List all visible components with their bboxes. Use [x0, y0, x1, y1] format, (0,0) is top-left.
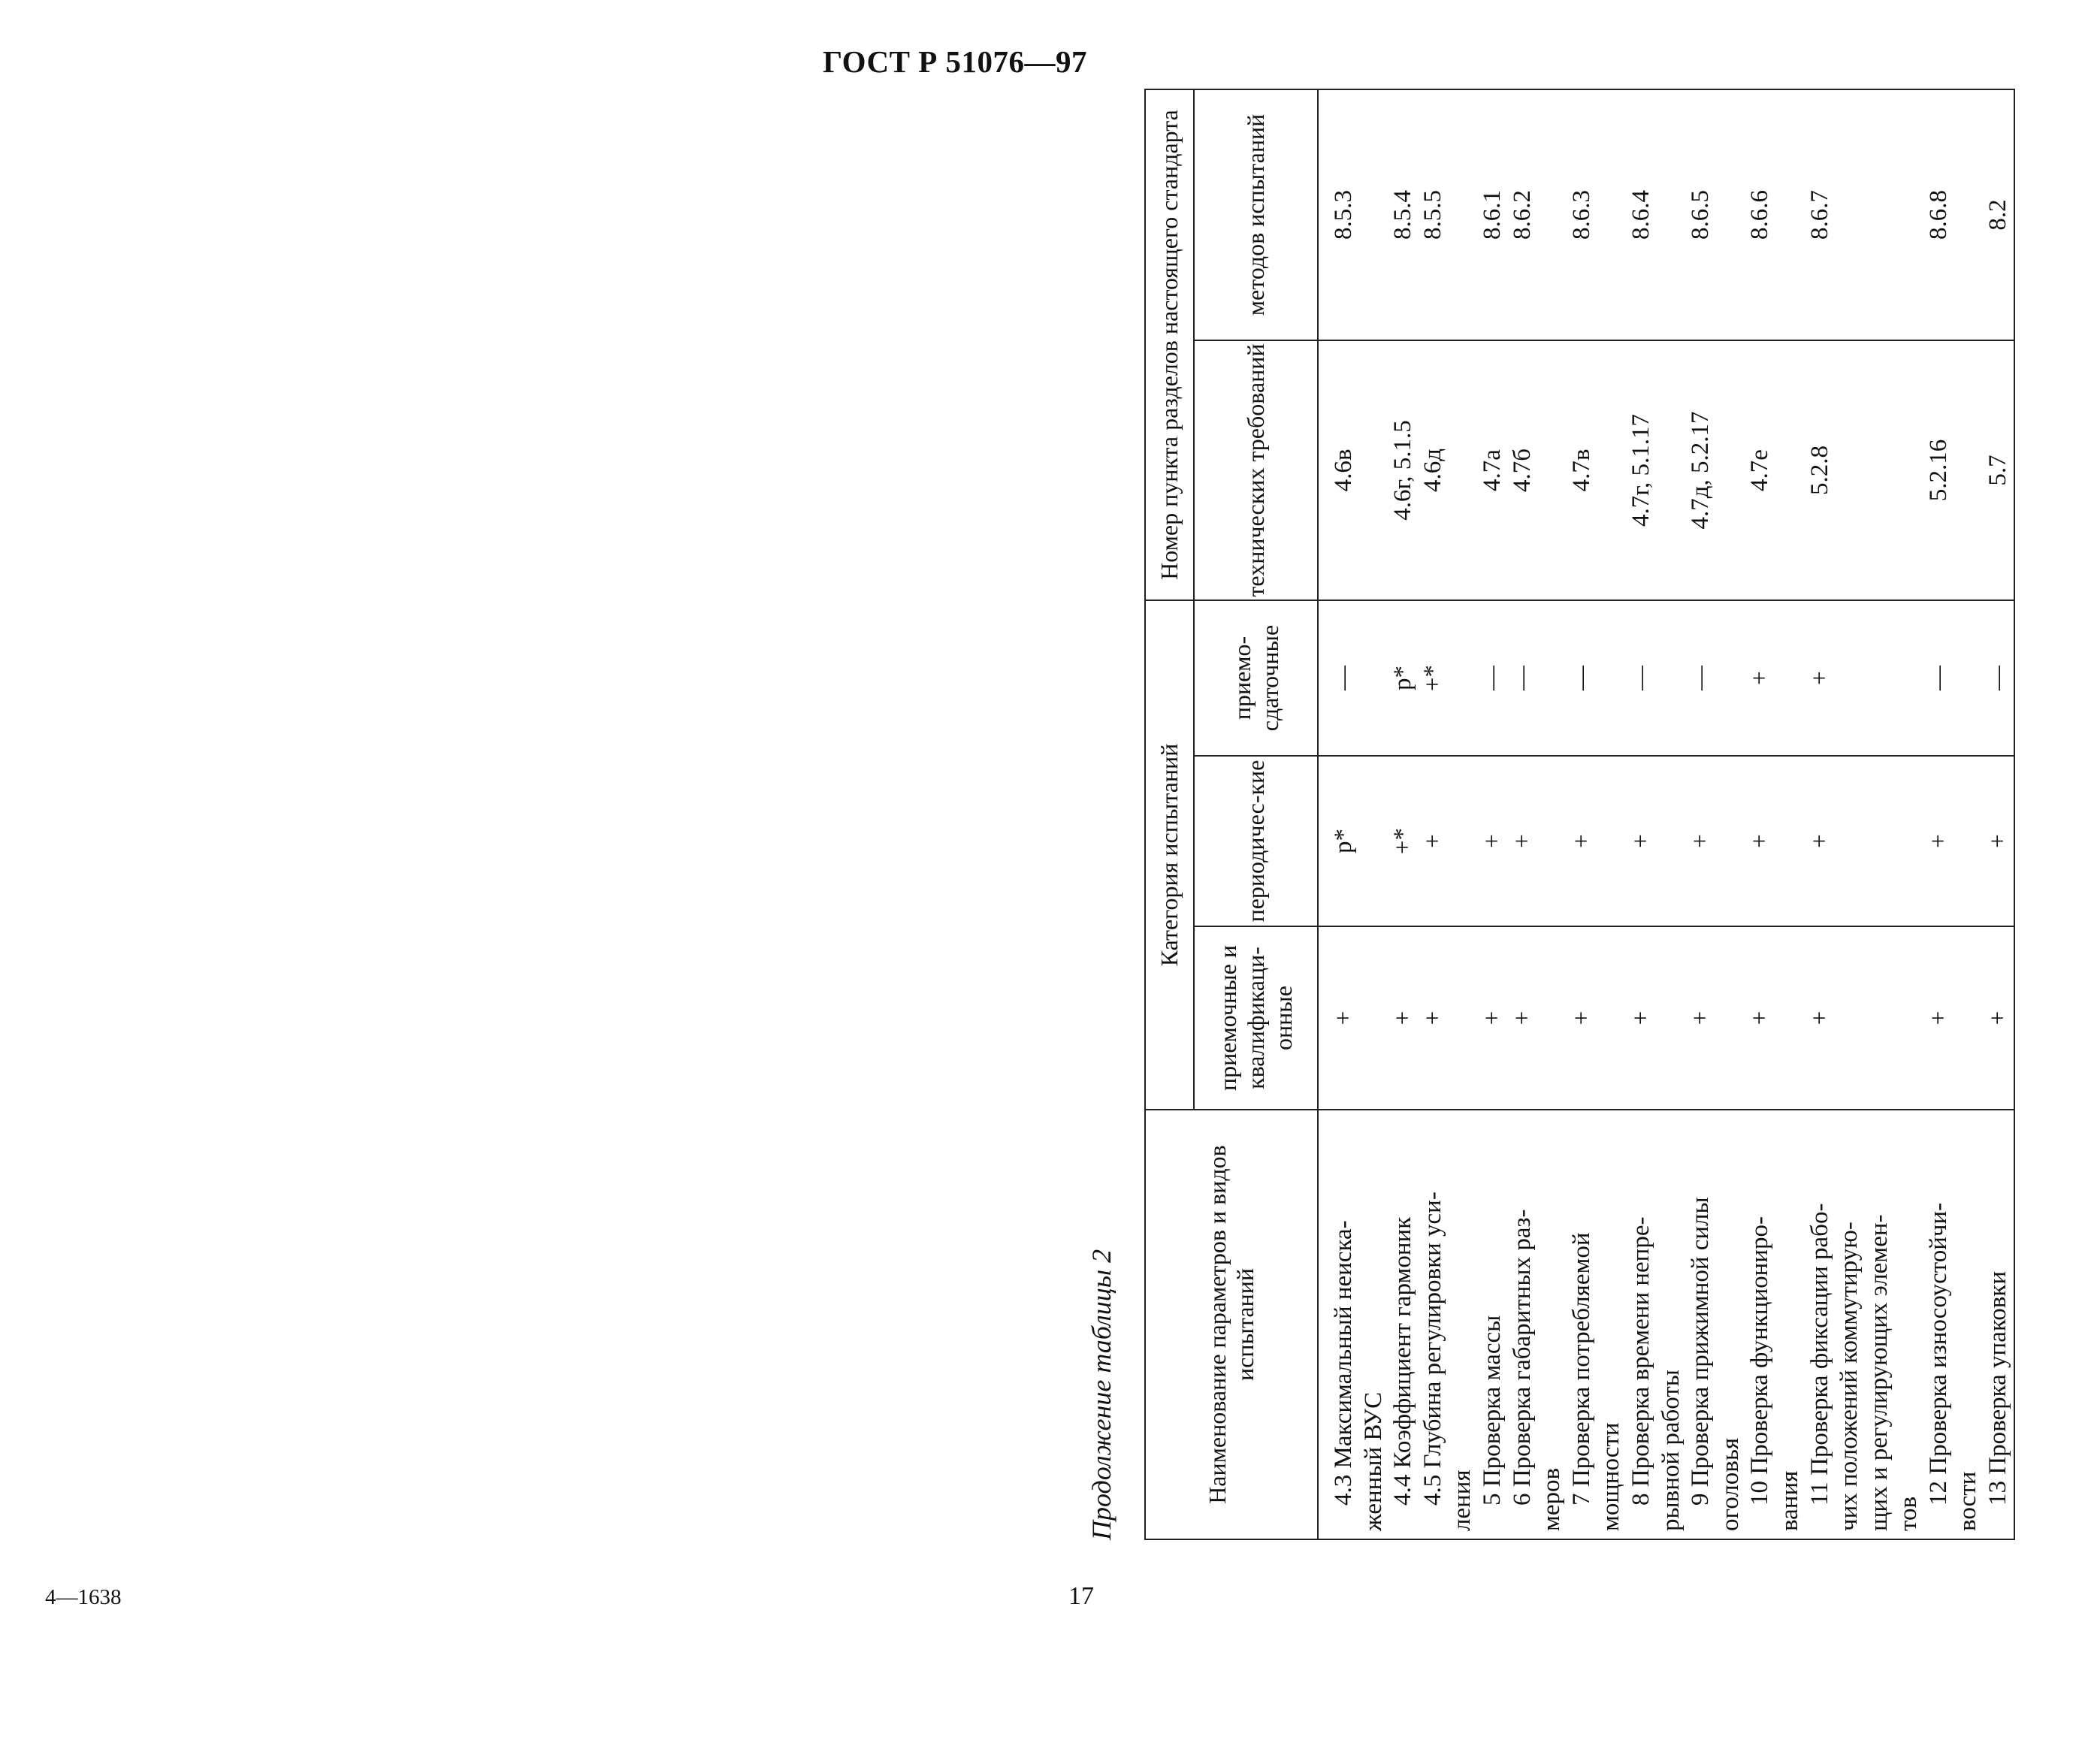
qualification-value: +	[1627, 1010, 1654, 1025]
technical-requirement-value: 4.7б	[1508, 448, 1536, 493]
qualification-value: +	[1419, 1010, 1446, 1025]
technical-requirement-value: 4.6г, 5.1.5	[1389, 420, 1417, 521]
acceptance-value: —	[1627, 666, 1654, 690]
acceptance-value: +*	[1419, 664, 1446, 692]
test-method-value: 8.6.6	[1746, 189, 1774, 240]
qualification-value: +	[1805, 1010, 1833, 1025]
technical-requirement-value: 4.7д, 5.2.17	[1687, 411, 1715, 530]
header-test-methods: методов испытаний	[1194, 89, 1318, 340]
test-methods-cell	[1318, 89, 2014, 340]
parameter-name-cell	[1318, 1110, 2014, 1539]
technical-requirement-value: 4.7г, 5.1.17	[1627, 413, 1654, 527]
qualification-value: +	[1389, 1010, 1417, 1025]
parameter-name-line: вания	[1775, 1470, 1803, 1531]
test-method-value: 8.5.3	[1330, 189, 1357, 240]
periodic-value: +*	[1389, 827, 1417, 855]
test-method-value: 8.5.5	[1419, 189, 1446, 240]
parameter-name-line: 7 Проверка потребляемой	[1567, 1232, 1595, 1506]
periodic-value: р*	[1330, 829, 1357, 853]
parameter-name-line: женный ВУС	[1359, 1391, 1387, 1531]
qualification-value: +	[1478, 1010, 1506, 1025]
qualification-value: +	[1984, 1010, 2012, 1025]
parameter-name-line: мощности	[1597, 1422, 1625, 1531]
qualification-value: +	[1508, 1010, 1536, 1025]
header-qualification: приемочные и квалификаци-онные	[1194, 926, 1318, 1110]
parameter-name-line: 9 Проверка прижимной силы	[1687, 1197, 1715, 1506]
parameter-name-line: 4.3 Максимальный неиска-	[1330, 1220, 1357, 1506]
technical-requirements-cell	[1318, 340, 2014, 600]
periodic-value: +	[1567, 834, 1595, 848]
acceptance-value: —	[1330, 666, 1357, 690]
acceptance-cell	[1318, 600, 2014, 756]
technical-requirement-value: 4.7е	[1746, 449, 1774, 491]
header-periodic: периодичес-кие	[1194, 756, 1318, 926]
test-method-value: 8.6.4	[1627, 189, 1654, 240]
periodic-value: +	[1687, 834, 1715, 848]
acceptance-value: +	[1805, 671, 1833, 685]
parameter-name-line: 4.5 Глубина регулировки уси-	[1419, 1192, 1446, 1506]
periodic-value: +	[1924, 834, 1952, 848]
periodic-value: +	[1419, 834, 1446, 848]
periodic-cell	[1318, 756, 2014, 926]
parameter-name-line: рывной работы	[1657, 1370, 1685, 1531]
header-technical-requirements: технических требований	[1194, 340, 1318, 600]
acceptance-value: —	[1687, 666, 1715, 690]
technical-requirement-value: 5.2.16	[1924, 439, 1952, 502]
acceptance-value: —	[1567, 666, 1595, 690]
parameter-name-line: 10 Проверка функциониро-	[1746, 1216, 1774, 1506]
table-caption: Продолжение таблицы 2	[1086, 1249, 1117, 1540]
qualification-value: +	[1687, 1010, 1715, 1025]
qualification-value: +	[1567, 1010, 1595, 1025]
qualification-value: +	[1330, 1010, 1357, 1025]
document-code: ГОСТ Р 51076—97	[823, 44, 1087, 79]
page-number: 17	[1068, 1582, 1094, 1610]
qualification-cell	[1318, 926, 2014, 1110]
header-parameter-name: Наименование параметров и видов испытаний	[1145, 1110, 1318, 1539]
test-method-value: 8.5.4	[1389, 189, 1417, 240]
parameter-name-line: 4.4 Коэффициент гармоник	[1389, 1216, 1417, 1506]
technical-requirement-value: 4.7а	[1478, 449, 1506, 491]
test-method-value: 8.6.2	[1508, 189, 1536, 240]
test-method-value: 8.6.3	[1567, 189, 1595, 240]
test-method-value: 8.6.7	[1805, 189, 1833, 240]
acceptance-value: —	[1984, 666, 2012, 690]
table-body-row	[1318, 89, 2014, 1539]
parameter-name-line: 13 Проверка упаковки	[1984, 1271, 2012, 1506]
qualification-value: +	[1746, 1010, 1774, 1025]
parameter-name-line: оголовья	[1716, 1437, 1744, 1531]
acceptance-value: —	[1508, 666, 1536, 690]
parameter-name-line: 11 Проверка фиксации рабо-	[1805, 1203, 1833, 1506]
parameter-name-line: щих и регулирующих элемен-	[1865, 1214, 1893, 1531]
periodic-value: +	[1805, 834, 1833, 848]
parameter-name-line: 12 Проверка износоустойчи-	[1924, 1202, 1952, 1506]
periodic-value: +	[1478, 834, 1506, 848]
qualification-value: +	[1924, 1010, 1952, 1025]
test-method-value: 8.2	[1984, 199, 2012, 231]
test-table	[1144, 89, 2015, 1540]
parameter-name-line: тов	[1895, 1496, 1923, 1531]
header-acceptance: приемо-сдаточные	[1194, 600, 1318, 756]
periodic-value: +	[1627, 834, 1654, 848]
parameter-name-line: 6 Проверка габаритных раз-	[1508, 1209, 1536, 1506]
acceptance-value: +	[1746, 671, 1774, 685]
periodic-value: +	[1508, 834, 1536, 848]
rotated-table-block	[1086, 90, 2091, 1540]
parameter-name-line: меров	[1538, 1467, 1566, 1531]
parameter-name-line: ления	[1449, 1469, 1476, 1531]
test-method-value: 8.6.1	[1478, 189, 1506, 240]
technical-requirement-value: 4.7в	[1567, 449, 1595, 492]
test-method-value: 8.6.5	[1687, 189, 1715, 240]
parameter-name-line: чих положений коммутирую-	[1836, 1222, 1863, 1531]
parameter-name-line: 5 Проверка массы	[1478, 1315, 1506, 1506]
periodic-value: +	[1984, 834, 2012, 848]
acceptance-value: —	[1924, 666, 1952, 690]
parameter-name-line: 8 Проверка времени непре-	[1627, 1216, 1654, 1506]
header-test-category: Категория испытаний	[1145, 600, 1194, 1110]
technical-requirement-value: 4.6д	[1419, 448, 1446, 493]
technical-requirement-value: 4.6в	[1330, 449, 1357, 492]
acceptance-value: —	[1478, 666, 1506, 690]
test-method-value: 8.6.8	[1924, 189, 1952, 240]
periodic-value: +	[1746, 834, 1774, 848]
header-clause-number: Номер пункта разделов настоящего стандарта	[1145, 89, 1194, 600]
technical-requirement-value: 5.7	[1984, 455, 2012, 486]
print-code: 4—1638	[45, 1585, 122, 1609]
acceptance-value: р*	[1389, 666, 1417, 690]
parameter-name-line: вости	[1954, 1471, 1982, 1531]
technical-requirement-value: 5.2.8	[1805, 445, 1833, 495]
